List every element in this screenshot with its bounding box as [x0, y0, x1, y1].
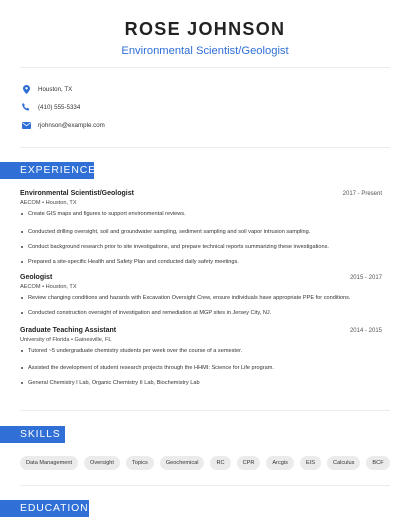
section-experience: EXPERIENCE: [0, 162, 94, 179]
job-company: AECOM: [20, 200, 41, 206]
skill-chip: Topics: [126, 456, 154, 470]
skills-list: [20, 456, 390, 470]
job-location: Gainesville, FL: [74, 337, 112, 343]
phone-text: (410) 555-5334: [38, 103, 81, 111]
contact-location: [20, 80, 105, 98]
job-title: Environmental Scientist/Geologist: [20, 190, 134, 197]
list-item: Conducted drilling oversight, soil and groundwater sampling, sediment sampling and soil vapor intrusion sampling.: [20, 229, 382, 244]
skill-chip: Data Management: [20, 456, 78, 470]
list-item: General Chemistry I Lab, Organic Chemistry II Lab, Biochemistry Lab: [20, 380, 382, 395]
job-employer: AECOM • Houston, TX: [20, 284, 77, 290]
job-entry: [20, 274, 382, 325]
job-bullets: [20, 211, 382, 274]
list-item: Review changing conditions and hazards with Excavation Oversight Crew, ensure individuals have appropriate PPE for conditions.: [20, 295, 382, 310]
job-dates: 2014 - 2015: [349, 328, 382, 334]
email-icon: [20, 119, 32, 131]
location-pin-icon: [20, 83, 32, 95]
skill-chip: Geochemical: [160, 456, 205, 470]
skill-chip: Calculus: [327, 456, 360, 470]
contact-email[interactable]: [20, 116, 105, 134]
job-title-heading: Environmental Scientist/Geologist: [121, 45, 289, 57]
divider: [20, 410, 390, 411]
candidate-name: ROSE JOHNSON: [124, 19, 286, 39]
skill-chip: BCF: [366, 456, 389, 470]
job-entry: [20, 327, 382, 395]
skill-chip: Arcgis: [266, 456, 294, 470]
list-item: Conduct background research prior to site investigations, and prepare technical reports summarizing these investigations.: [20, 244, 382, 259]
job-dates: 2017 - Present: [342, 191, 382, 197]
job-dates: 2015 - 2017: [349, 275, 382, 281]
job-location: Houston, TX: [45, 284, 77, 290]
divider: [20, 67, 390, 68]
list-item: Create GIS maps and figures to support environmental reviews.: [20, 211, 382, 229]
job-title: Geologist: [20, 274, 53, 281]
list-item: Conducted construction oversight of investigation and remediation at MGP sites in Jersey City, NJ.: [20, 310, 382, 325]
job-location: Houston, TX: [45, 200, 77, 206]
job-company: AECOM: [20, 284, 41, 290]
list-item: Assisted the development of student research projects through the HHMI: Science for Life program.: [20, 365, 382, 380]
skill-chip: Oversight: [84, 456, 120, 470]
resume-header: [0, 0, 410, 58]
skill-chip: EIS: [300, 456, 321, 470]
divider: [20, 485, 390, 486]
job-bullets: [20, 348, 382, 395]
skill-chip: RC: [210, 456, 230, 470]
phone-icon: [20, 101, 32, 113]
skill-chip: CPR: [237, 456, 261, 470]
job-bullets: [20, 295, 382, 325]
email-text[interactable]: rjohnson@example.com: [38, 121, 105, 129]
section-education: EDUCATION: [0, 500, 89, 517]
job-employer: University of Florida • Gainesville, FL: [20, 337, 112, 343]
contact-phone: [20, 98, 105, 116]
section-skills: SKILLS: [0, 426, 65, 443]
list-item: Tutored ~5 undergraduate chemistry students per week over the course of a semester.: [20, 348, 382, 365]
job-entry: [20, 190, 382, 274]
job-title: Graduate Teaching Assistant: [20, 327, 117, 334]
job-company: University of Florida: [20, 337, 70, 343]
location-text: Houston, TX: [38, 85, 73, 93]
list-item: Prepared a site-specific Health and Safety Plan and conducted daily safety meetings.: [20, 259, 382, 274]
contact-info: [20, 80, 105, 134]
job-employer: AECOM • Houston, TX: [20, 200, 77, 206]
divider: [20, 147, 390, 148]
